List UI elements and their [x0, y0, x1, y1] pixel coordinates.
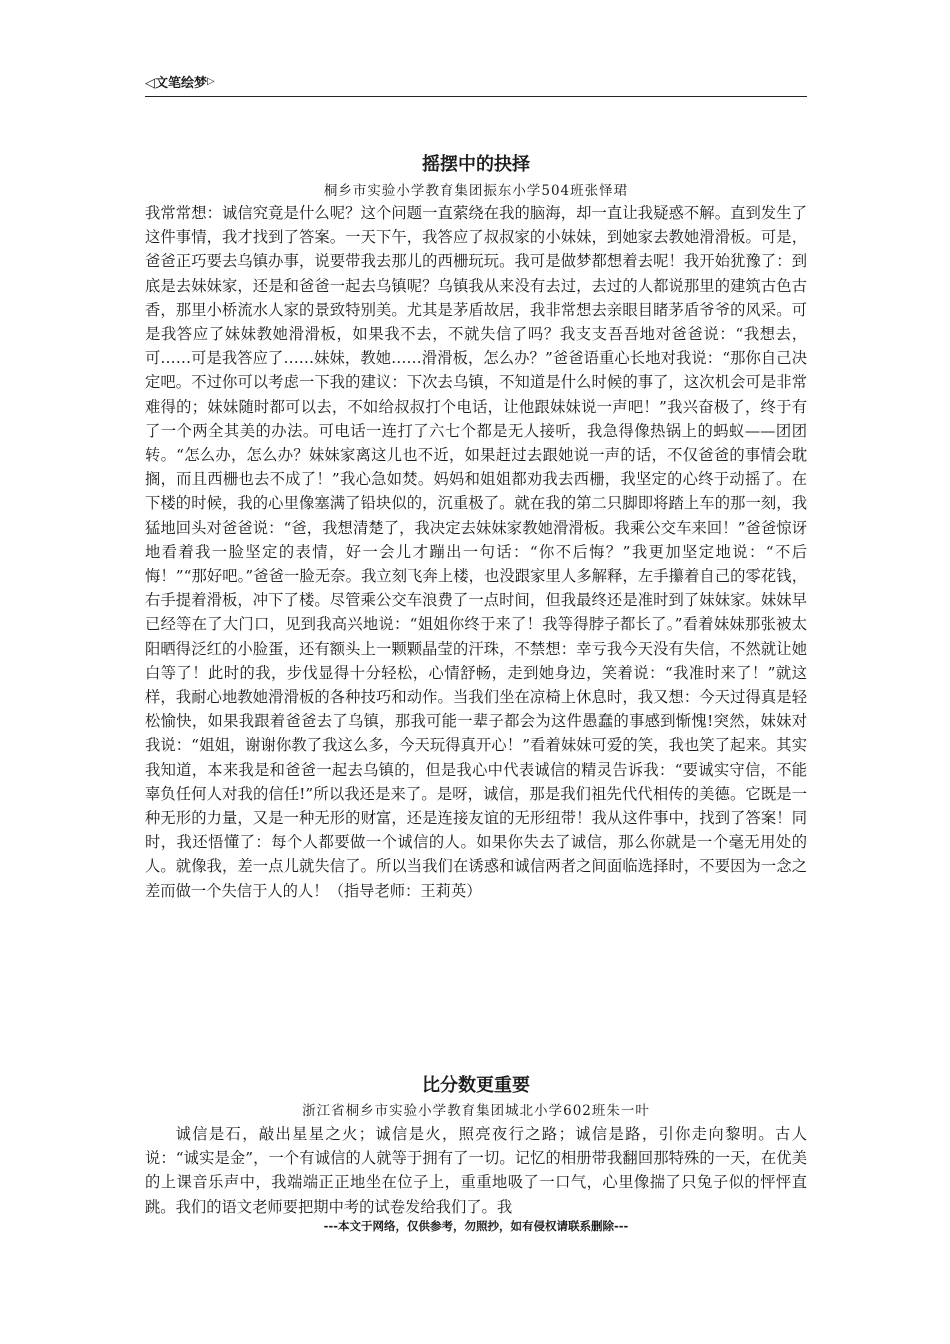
- header-title: 文笔绘梦: [155, 76, 208, 91]
- page-header: [145, 74, 807, 97]
- right-triangle-icon: ▷: [207, 76, 215, 87]
- article-2-byline: 浙江省桐乡市实验小学教育集团城北小学602班朱一叶: [302, 1103, 650, 1119]
- left-triangle-icon: ◁: [145, 76, 155, 91]
- article-1-byline: 桐乡市实验小学教育集团振东小学504班张怿珺: [323, 183, 629, 199]
- article-2-title: 比分数更重要: [422, 1075, 530, 1096]
- article-1-body: 我常常想：诚信究竟是什么呢？这个问题一直萦绕在我的脑海，却一直让我疑惑不解。直到发生了这件事情，我才找到了答案。一天下午，我答应了叔叔家的小妹妹，到她家去教她滑滑板。可是，爸爸正巧要去乌镇办事，说要带我去那儿的西栅玩玩。我可是做梦都想着去呢！我开始犹豫了：到底是去妹妹家，还是和爸爸一起去乌镇呢？乌镇我从来没有去过，去过的人都说那里的建筑古色古香，那里小桥流水人家的景致特别美。尤其是茅盾故居，我非常想去亲眼目睹茅盾爷爷的风采。可是我答应了妹妹教她滑滑板，如果我不去，不就失信了吗？我支支吾吾地对爸爸说：“我想去，可……可是我答应了……妹妹，教她……滑滑板，怎么办？”爸爸语重心长地对我说：“那你自己决定吧。不过你可以考虑一下我的建议：下次去乌镇，不知道是什么时候的事了，这次机会可是非常难得的；妹妹随时都可以去，不如给叔叔打个电话，让他跟妹妹说一声吧！”我兴奋极了，终于有了一个两全其美的办法。可电话一连打了六七个都是无人接听，我急得像热锅上的蚂蚁——团团转。“怎么办，怎么办？妹妹家离这儿也不近，如果赶过去跟她说一声的话，不仅爸爸的事情会耽搁，而且西栅也去不成了！”我心急如焚。妈妈和姐姐都劝我去西栅，我坚定的心终于动摇了。在下楼的时候，我的心里像塞满了铅块似的，沉重极了。就在我的第二只脚即将踏上车的那一刻，我猛地回头对爸爸说：“爸，我想清楚了，我决定去妹妹家教她滑滑板。我乘公交车来回！”爸爸惊讶地看着我一脸坚定的表情，好一会儿才蹦出一句话：“你不后悔？”我更加坚定地说：“不后悔！”“那好吧。”爸爸一脸无奈。我立刻飞奔上楼，也没跟家里人多解释，左手攥着自己的零花钱，右手提着滑板，冲下了楼。尽管乘公交车浪费了一点时间，但我最终还是准时到了妹妹家。妹妹早已经等在了大门口，见到我高兴地说：“姐姐你终于来了！我等得脖子都长了。”看着妹妹那张被太阳晒得泛红的小脸蛋，还有额头上一颗颗晶莹的汗珠，不禁想：幸亏我今天没有失信，不然就让她白等了！此时的我，步伐显得十分轻松，心情舒畅，走到她身边，笑着说：“我准时来了！”就这样，我耐心地教她滑滑板的各种技巧和动作。当我们坐在凉椅上休息时，我又想：今天过得真是轻松愉快，如果我跟着爸爸去了乌镇，那我可能一辈子都会为这件愚蠢的事感到惭愧!突然，妹妹对我说：“姐姐，谢谢你教了我这么多，今天玩得真开心！”看着妹妹可爱的笑，我也笑了起来。其实我知道，本来我是和爸爸一起去乌镇的，但是我心中代表诚信的精灵告诉我：“要诚实守信，不能辜负任何人对我的信任!”所以我还是来了。是呀，诚信，那是我们祖先代代相传的美德。它既是一种无形的力量，又是一种无形的财富，还是连接友谊的无形纽带！我从这件事中，找到了答案！同时，我还悟懂了：每个人都要做一个诚信的人。如果你失去了诚信，那么你就是一个毫无用处的人。就像我，差一点儿就失信了。所以当我们在诱惑和诚信两者之间面临选择时，不要因为一念之差而做一个失信于人的人！（指导老师：王莉英）: [145, 204, 807, 900]
- article-1-title: 摇摆中的抉择: [422, 154, 530, 175]
- article-2-body: 诚信是石，敲出星星之火；诚信是火，照亮夜行之路；诚信是路，引你走向黎明。古人说：“诚实是金”，一个有诚信的人就等于拥有了一切。记忆的相册带我翻回那特殊的一天，在优美的上课音乐声中，我端端正正地坐在位子上，重重地吸了一口气，心里像揣了只兔子似的怦怦直跳。我们的语文老师要把期中考的试卷发给我们了。我: [145, 1125, 807, 1216]
- copyright-notice: ---本文于网络，仅供参考，勿照抄，如有侵权请联系删除---: [323, 1219, 629, 1233]
